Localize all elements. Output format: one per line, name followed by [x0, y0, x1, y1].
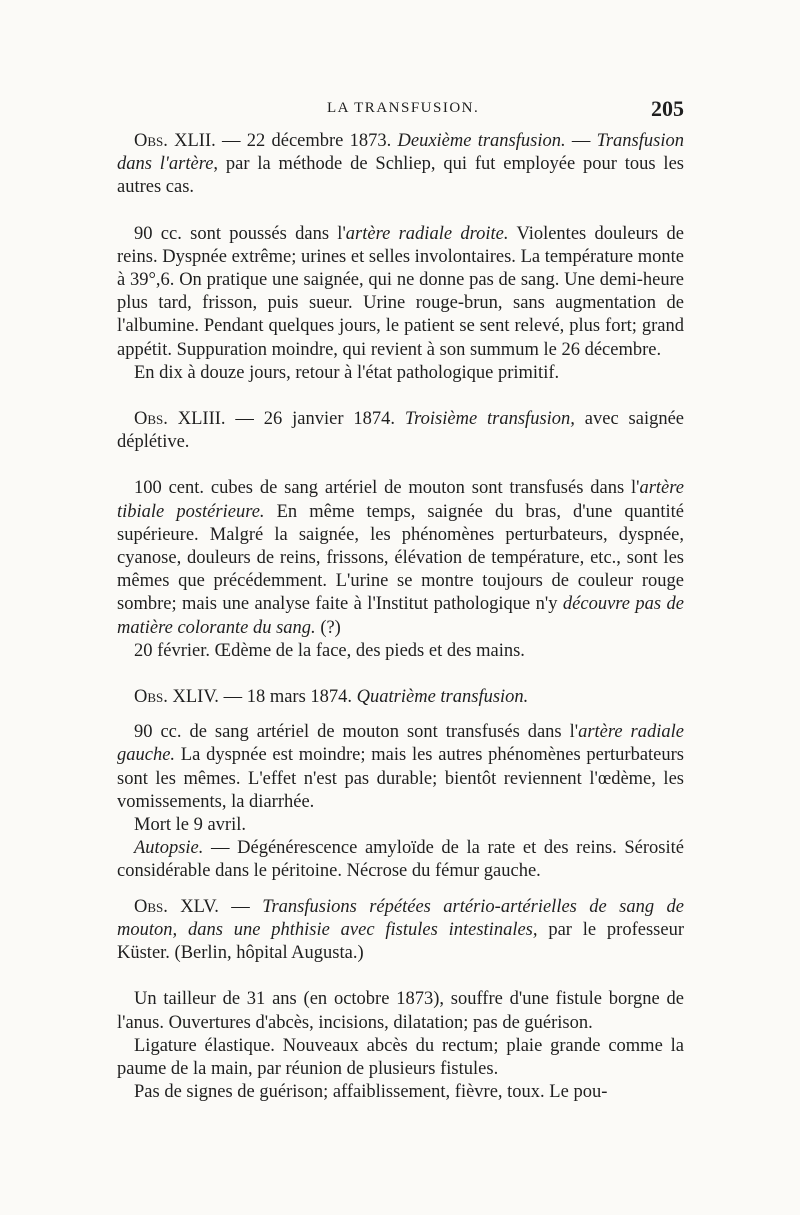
- obs-43-paragraph: 100 cent. cubes de sang artériel de mouton sont transfusés dans l'artère tibiale postérieure. En même temps, saignée du bras, d'une quantité supérieure. Malgré la saignée, les phénomènes perturbateurs, dyspnée, cyanose, douleurs de reins, frissons, élévation de température, etc., sont les mêmes que précédemment. L'urine se montre toujours de couleur rouge sombre; mais une analyse faite à l'Institut pathologique n'y découvre pas de matière colorante du sang. (?): [117, 478, 684, 638]
- page-body: [117, 130, 684, 1104]
- obs-title: Transfusions répétées artério-artérielles de sang de mouton, dans une phthisie avec fistules intestinales,: [117, 896, 685, 940]
- obs-44-autopsy: Autopsie. — Dégénérescence amyloïde de la rate et des reins. Sérosité considérable dans le péritoine. Nécrose du fémur gauche.: [117, 838, 684, 882]
- obs-45-heading: Obs. XLV. — Transfusions répétées artério-artérielles de sang de mouton, dans une phthisie avec fistules intestinales, par le professeur Küster. (Berlin, hôpital Augusta.): [117, 896, 685, 964]
- obs-44-death: Mort le 9 avril.: [134, 815, 247, 836]
- obs-44-heading: [117, 686, 684, 709]
- obs-label: Obs. XLIII.: [134, 409, 226, 430]
- page-number: 205: [651, 96, 684, 121]
- obs-title-2: Transfusion dans l'artère: [117, 131, 684, 175]
- obs-45-paragraph: Un tailleur de 31 ans (en octobre 1873), souffre d'une fistule borgne de l'anus. Ouvertures d'abcès, incisions, dilatation; pas de guérison.: [117, 989, 684, 1033]
- obs-title: Deuxième transfusion.: [397, 131, 566, 151]
- obs-45-paragraph-3: Pas de signes de guérison; affaiblissement, fièvre, toux. Le pou-: [134, 1082, 608, 1103]
- obs-label: Obs. XLII.: [134, 131, 216, 151]
- obs-title: Troisième transfusion,: [404, 409, 575, 430]
- page-header: [117, 96, 684, 124]
- obs-label: Obs. XLIV.: [134, 687, 219, 708]
- obs-42-heading: Obs. XLII. — 22 décembre 1873. Deuxième transfusion. — Transfusion dans l'artère, par la méthode de Schliep, qui fut employée pour tous les autres cas.: [117, 131, 684, 198]
- obs-title: Quatrième transfusion.: [356, 687, 529, 708]
- obs-date: — 22 décembre 1873.: [215, 131, 398, 151]
- obs-42-paragraph: 90 cc. sont poussés dans l'artère radiale droite. Violentes douleurs de reins. Dyspnée extrême; urines et selles involontaires. La température monte à 39°,6. On pratique une saignée, qui ne donne pas de sang. Une demi-heure plus tard, frisson, puis sueur. Urine rouge-brun, sans augmentation de l'albumine. Pendant quelques jours, le patient se sent relevé, plus fort; grand appétit. Suppuration moindre, qui revient à son summum le 26 décembre.: [117, 223, 684, 360]
- obs-44-paragraph: 90 cc. de sang artériel de mouton sont transfusés dans l'artère radiale gauche. La dyspnée est moindre; mais les autres phénomènes perturbateurs sont les mêmes. L'effet n'est pas durable; bientôt reviennent l'œdème, les vomissements, la diarrhée.: [117, 722, 685, 812]
- obs-label: Obs. XLV.: [134, 896, 219, 917]
- obs-date: — 18 mars 1874.: [218, 687, 357, 708]
- obs-date: — 26 janvier 1874.: [225, 409, 405, 430]
- running-title: LA TRANSFUSION.: [327, 100, 480, 116]
- obs-43-paragraph-2: 20 février. Œdème de la face, des pieds et des mains.: [134, 640, 525, 661]
- obs-43-heading: Obs. XLIII. — 26 janvier 1874. Troisième transfusion, avec saignée déplétive.: [117, 409, 685, 453]
- obs-42-paragraph-2: En dix à douze jours, retour à l'état pathologique primitif.: [134, 362, 560, 383]
- obs-45-paragraph-2: Ligature élastique. Nouveaux abcès du rectum; plaie grande comme la paume de la main, par réunion de plusieurs fistules.: [117, 1035, 684, 1079]
